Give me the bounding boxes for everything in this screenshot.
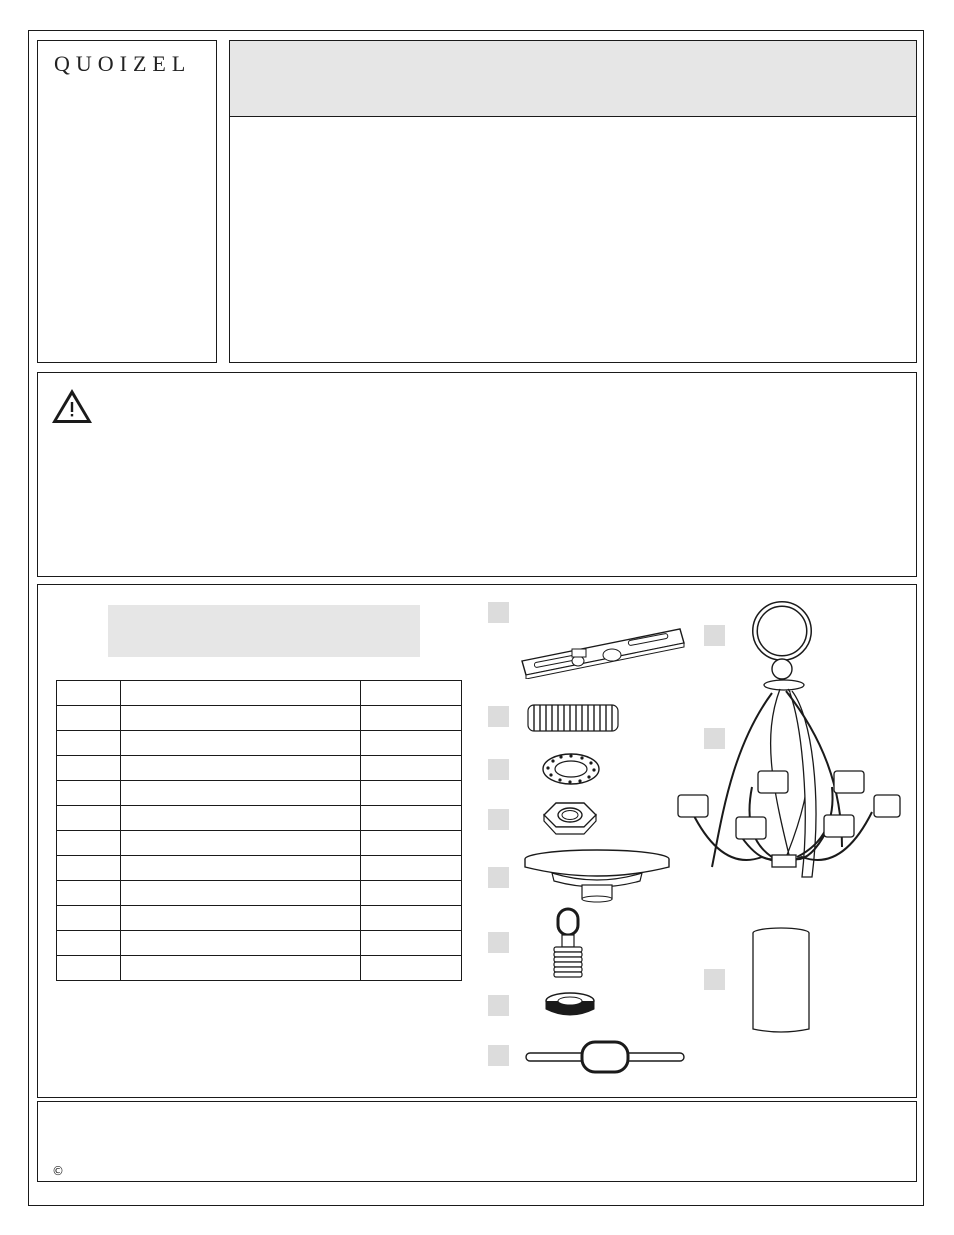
warning-triangle-icon [50, 387, 94, 425]
part-marker-loop [488, 932, 509, 953]
part-marker-canopy [488, 867, 509, 888]
table-row [57, 956, 462, 981]
table-row [57, 931, 462, 956]
brand-panel [37, 40, 217, 363]
part-marker-lock-nut [488, 995, 509, 1016]
parts-table [56, 680, 462, 981]
part-marker-lock-washer [488, 759, 509, 780]
table-row [57, 731, 462, 756]
copyright-icon: © [52, 1164, 64, 1178]
canopy-illustration [522, 847, 672, 903]
parts-heading-band [108, 605, 420, 657]
title-panel [229, 40, 917, 363]
loop-illustration [548, 907, 588, 979]
footer-panel [37, 1101, 917, 1182]
table-row [57, 856, 462, 881]
lock-washer-illustration [540, 751, 602, 787]
table-row [57, 881, 462, 906]
table-row [57, 706, 462, 731]
fixture-body-illustration [662, 677, 902, 887]
part-marker-hex-nut [488, 809, 509, 830]
title-band [230, 41, 916, 117]
part-marker-mounting-strap [488, 602, 509, 623]
table-row [57, 806, 462, 831]
hex-nut-illustration [542, 799, 598, 839]
part-marker-glass-shade [704, 969, 725, 990]
mounting-strap-illustration [520, 609, 686, 679]
table-row [57, 756, 462, 781]
table-row [57, 906, 462, 931]
threaded-nipple-illustration [524, 701, 624, 735]
table-row [57, 681, 462, 706]
brand-logo: QUOIZEL [54, 51, 192, 76]
part-marker-threaded-nipple [488, 706, 509, 727]
parts-panel [37, 584, 917, 1098]
chain-illustration [524, 1039, 686, 1075]
table-row [57, 831, 462, 856]
part-marker-ceiling-ring [704, 625, 725, 646]
lock-nut-illustration [542, 991, 598, 1019]
glass-shade-illustration [746, 925, 816, 1037]
part-marker-chain [488, 1045, 509, 1066]
table-row [57, 781, 462, 806]
warning-panel [37, 372, 917, 577]
ceiling-ring-illustration [750, 599, 814, 681]
